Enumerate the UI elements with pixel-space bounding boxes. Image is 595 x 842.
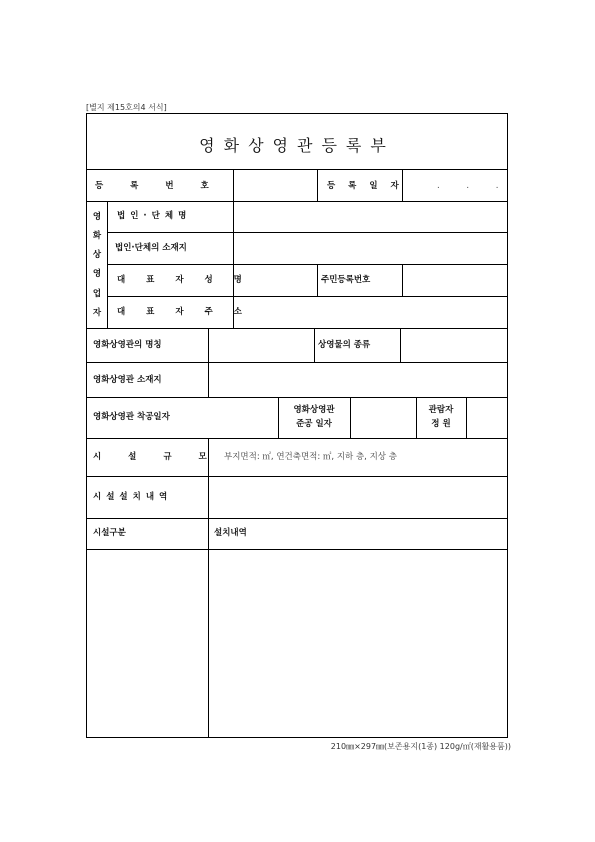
representative-address-label: 대 표 자 주 소 xyxy=(117,307,251,317)
form-caption: [별지 제15호의4 서식] xyxy=(86,103,167,112)
registration-number-label: 등 록 번 호 xyxy=(95,181,221,191)
content-type-label: 상영물의 종류 xyxy=(318,340,371,350)
facility-scale-value: 부지면적: ㎡, 연건축면적: ㎡, 지하 층, 지상 층 xyxy=(224,452,397,462)
capacity-label-line1: 관람자 xyxy=(428,405,454,415)
corp-name-label: 법인·단체명 xyxy=(117,211,192,221)
paper-spec-footer: 210㎜×297㎜(보존용지(1종) 120g/㎡(재활용품)) xyxy=(330,742,511,751)
facility-category-header: 시설구분 xyxy=(93,528,126,538)
completion-label-line2: 준공 일자 xyxy=(296,419,332,429)
facility-scale-label: 시 설 규 모 xyxy=(93,452,219,462)
installation-details-header: 설치내역 xyxy=(214,528,247,538)
registration-form xyxy=(86,113,511,738)
corp-address-label: 법인·단체의 소재지 xyxy=(115,243,187,253)
capacity-label-line2: 정 원 xyxy=(431,419,451,429)
registration-date-placeholder: . . . xyxy=(437,181,511,191)
completion-label-line1: 영화상영관 xyxy=(293,405,335,415)
form-title: 영화상영관등록부 xyxy=(199,136,395,155)
representative-name-label: 대 표 자 성 명 xyxy=(117,275,251,285)
theater-address-label: 영화상영관 소재지 xyxy=(93,375,162,385)
construction-start-label: 영화상영관 착공일자 xyxy=(93,412,170,422)
registration-date-label: 등 록 일 자 xyxy=(327,181,404,191)
business-operator-side-label: 영 화 상 영 업 자 xyxy=(92,211,102,318)
theater-name-label: 영화상영관의 명칭 xyxy=(93,340,162,350)
resident-number-label: 주민등록번호 xyxy=(321,275,371,285)
facility-installation-label: 시설설치내역 xyxy=(93,492,173,502)
